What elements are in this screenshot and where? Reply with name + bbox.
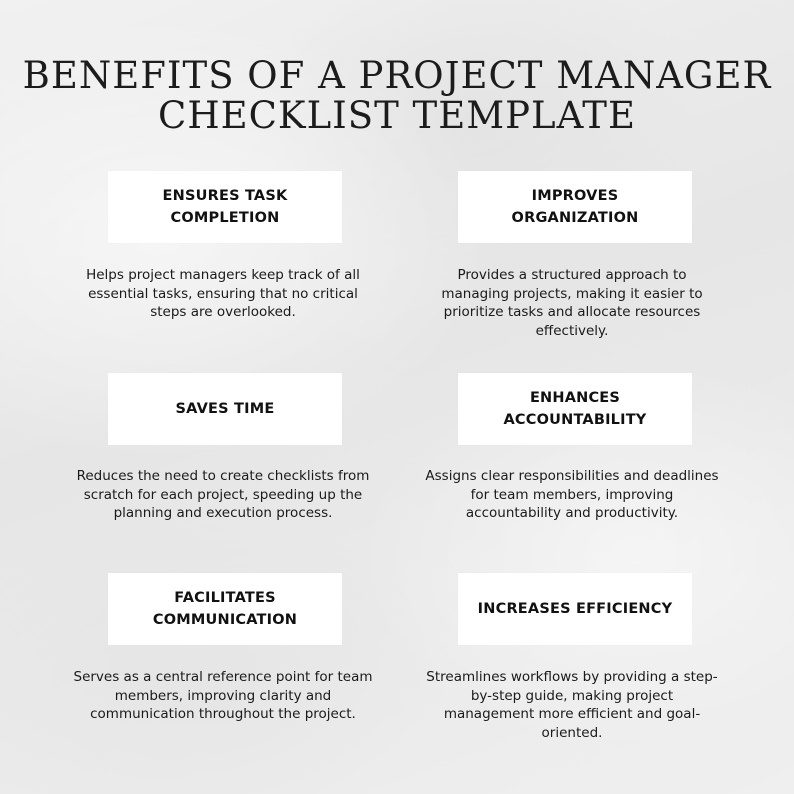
benefit-description: Streamlines workflows by providing a step- by-step guide, making project management more efficient and goal- oriented. <box>426 669 718 741</box>
benefit-description: Reduces the need to create checklists from scratch for each project, speeding up the planning and execution process. <box>76 468 370 521</box>
benefit-heading: SAVES TIME <box>175 401 275 417</box>
benefit-heading: IMPROVES ORGANIZATION <box>511 188 639 226</box>
benefit-heading: INCREASES EFFICIENCY <box>477 601 673 617</box>
benefit-card-enhances-accountability <box>458 373 692 445</box>
benefit-card-improves-organization <box>458 171 692 243</box>
benefit-card-ensures-task-completion <box>108 171 342 243</box>
benefit-description: Provides a structured approach to managing projects, making it easier to prioritize tasks and allocate resources effectively. <box>441 267 703 339</box>
page-title-line-1: BENEFITS OF A PROJECT MANAGER <box>22 54 772 97</box>
benefit-heading: FACILITATES COMMUNICATION <box>152 590 298 628</box>
benefit-heading: ENHANCES ACCOUNTABILITY <box>503 390 647 428</box>
benefit-card-saves-time <box>108 373 342 445</box>
benefit-card-facilitates-communication <box>108 573 342 645</box>
page-title <box>0 56 794 136</box>
benefit-description: Serves as a central reference point for team members, improving clarity and communication throughout the project. <box>73 669 373 722</box>
benefit-description: Assigns clear responsibilities and deadlines for team members, improving accountability and productivity. <box>425 468 719 521</box>
benefit-description: Helps project managers keep track of all essential tasks, ensuring that no critical steps are overlooked. <box>86 267 360 320</box>
benefit-card-increases-efficiency <box>458 573 692 645</box>
benefit-heading: ENSURES TASK COMPLETION <box>162 188 288 226</box>
page-title-line-2: CHECKLIST TEMPLATE <box>158 94 636 137</box>
